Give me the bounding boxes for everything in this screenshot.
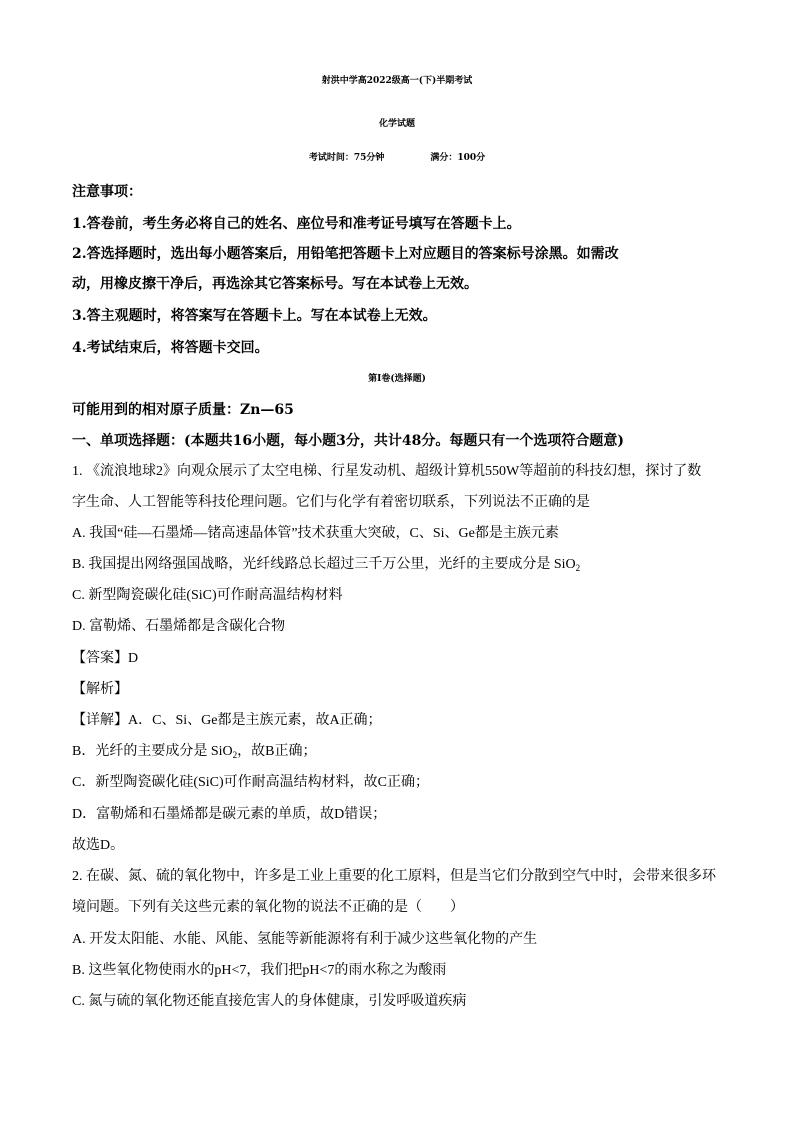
exam-time: 考试时间：75分钟 xyxy=(308,153,385,163)
q1-conclusion: 故选D。 xyxy=(72,838,125,853)
notice-item: 2.答选择题时，选出每小题答案后，用铅笔把答题卡上对应题目的答案标号涂黑。如需改 xyxy=(72,246,619,262)
q1-option-b xyxy=(72,554,580,576)
q1-option-d: D. 富勒烯、石墨烯都是含碳化合物 xyxy=(72,619,286,634)
exam-meta xyxy=(0,147,794,169)
q2-stem: 2. 在碳、氮、硫的氧化物中，许多是工业上重要的化工原料，但是当它们分散到空气中时，会带来很多环 xyxy=(72,869,716,884)
q1-stem: 1. 《流浪地球2》向观众展示了太空电梯、行星发动机、超级计算机550W等超前的科技幻想，探讨了数 xyxy=(72,464,702,479)
q2-option-a: A. 开发太阳能、水能、风能、氢能等新能源将有利于减少这些氧化物的产生 xyxy=(72,932,538,947)
q1-detail-text: ，故B正确； xyxy=(237,744,317,759)
q2-stem-cont: 境问题。下列有关这些元素的氧化物的说法不正确的是（ ） xyxy=(72,900,464,915)
q1-option-c: C. 新型陶瓷碳化硅(SiC)可作耐高温结构材料 xyxy=(72,588,343,603)
q1-detail: D．富勒烯和石墨烯都是碳元素的单质，故D错误； xyxy=(72,807,387,822)
notice-heading: 注意事项： xyxy=(72,184,142,200)
full-score: 满分：100分 xyxy=(430,153,486,163)
part-heading: 一、单项选择题：(本题共16小题，每小题3分，共计48分。每题只有一个选项符合题意) xyxy=(72,433,624,449)
q1-detail xyxy=(72,741,316,763)
exam-title: 射洪中学高2022级高一(下)半期考试 xyxy=(321,76,473,86)
q1-stem-cont: 字生命、人工智能等科技伦理问题。它们与化学有着密切联系，下列说法不正确的是 xyxy=(72,495,590,510)
q1-option-b-text: B. 我国提出网络强国战略，光纤线路总长超过三千万公里，光纤的主要成分是 SiO xyxy=(72,557,576,572)
q1-detail-text: B．光纤的主要成分是 SiO xyxy=(72,744,233,759)
notice-item: 动，用橡皮擦干净后，再选涂其它答案标号。写在本试卷上无效。 xyxy=(72,276,478,292)
subscript: 2 xyxy=(232,750,238,760)
q2-option-c: C. 氮与硫的氧化物还能直接危害人的身体健康，引发呼吸道疾病 xyxy=(72,994,467,1009)
q1-option-a: A. 我国“硅—石墨烯—锗高速晶体管”技术获重大突破，C、Si、Ge都是主族元素 xyxy=(72,526,559,541)
notice-item: 1.答卷前，考生务必将自己的姓名、座位号和准考证号填写在答题卡上。 xyxy=(72,216,521,232)
section-title: 第I卷(选择题) xyxy=(368,374,426,384)
q1-analysis-label: 【解析】 xyxy=(72,682,128,697)
atomic-mass-note: 可能用到的相对原子质量：Zn—65 xyxy=(72,402,294,418)
subject-title: 化学试题 xyxy=(378,119,415,129)
notice-item: 3.答主观题时，将答案写在答题卡上。写在本试卷上无效。 xyxy=(72,308,437,324)
q1-detail: C．新型陶瓷碳化硅(SiC)可作耐高温结构材料，故C正确； xyxy=(72,775,430,790)
q1-detail: 【详解】A．C、Si、Ge都是主族元素，故A正确； xyxy=(72,713,382,728)
q1-answer: 【答案】D xyxy=(72,651,139,666)
subscript: 2 xyxy=(575,563,581,573)
q2-option-b: B. 这些氧化物使雨水的pH<7，我们把pH<7的雨水称之为酸雨 xyxy=(72,963,447,978)
notice-item: 4.考试结束后，将答题卡交回。 xyxy=(72,340,269,356)
